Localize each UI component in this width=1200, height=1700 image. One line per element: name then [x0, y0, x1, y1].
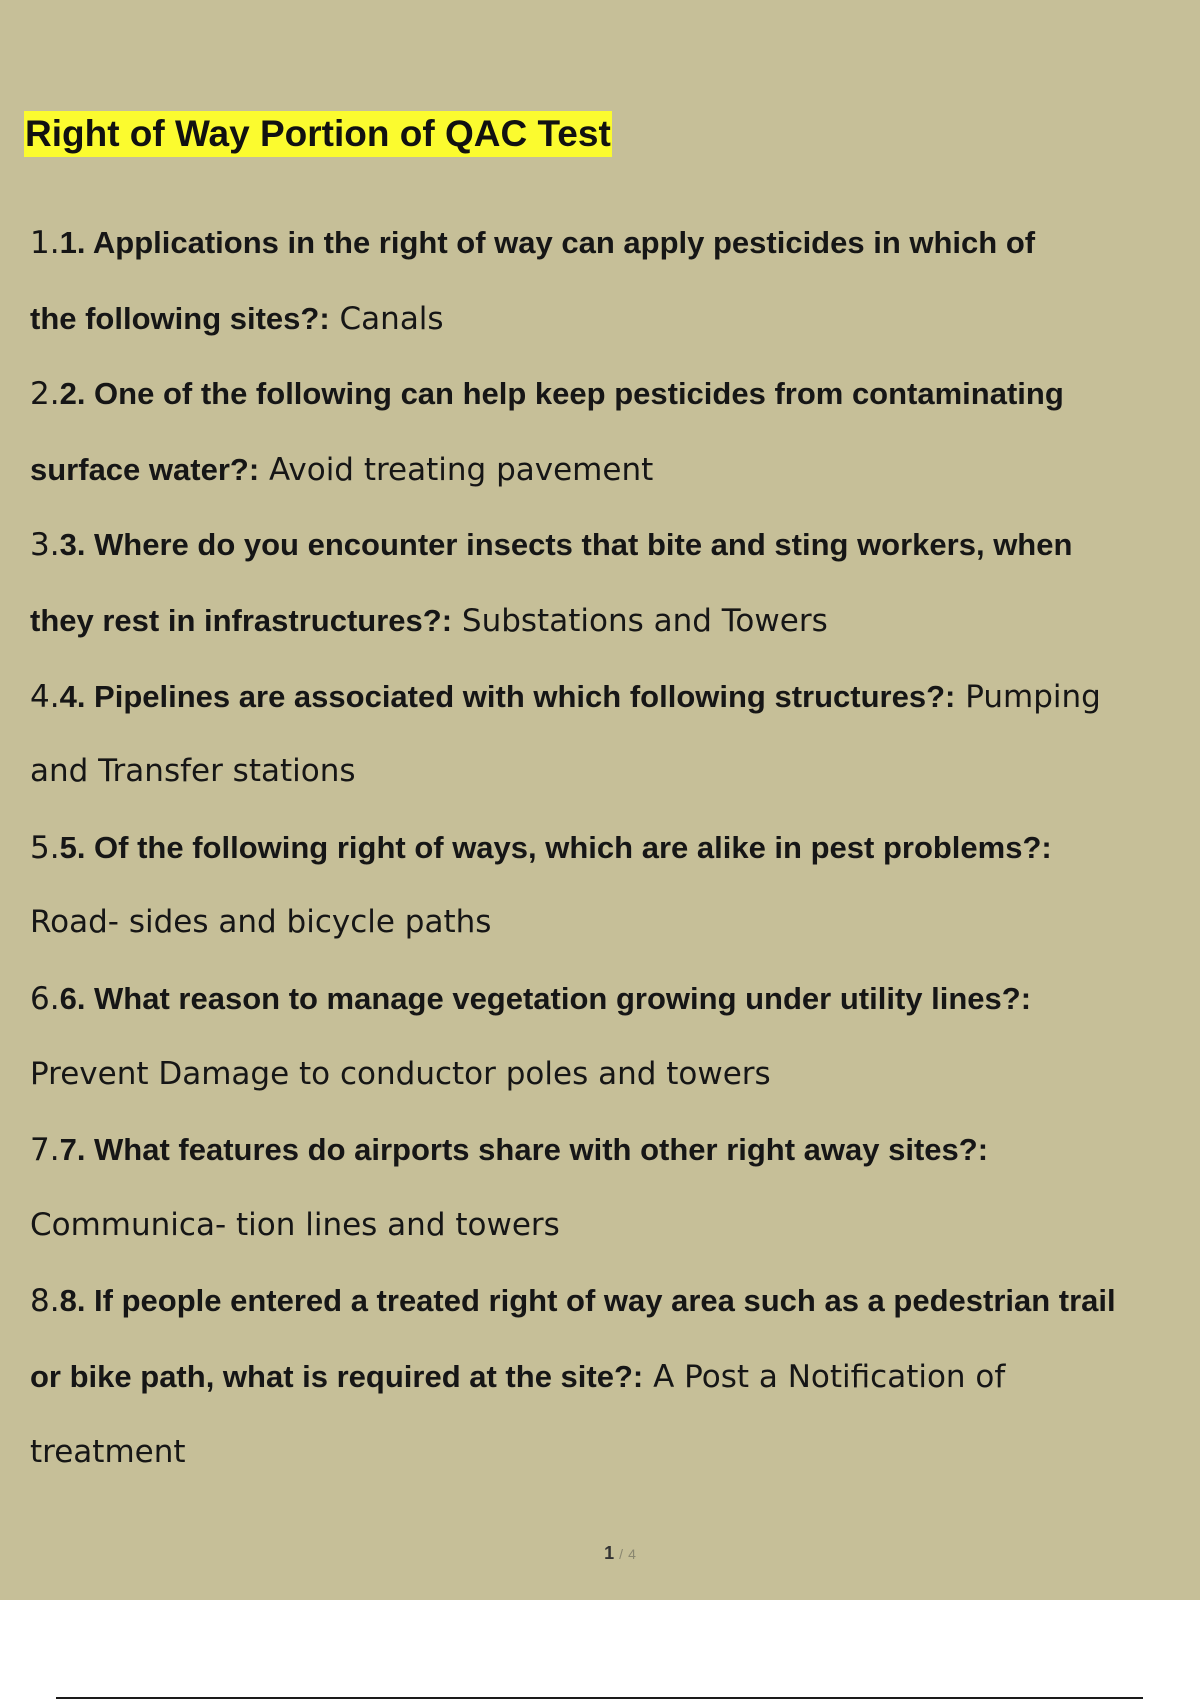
list-item	[30, 1112, 1180, 1263]
list-item-line	[30, 961, 1180, 1037]
list-item-line	[30, 1415, 1180, 1491]
question-text: 6. What reason to manage vegetation growing under utility lines?:	[59, 980, 1032, 1016]
item-number: 8.	[30, 1283, 60, 1320]
list-item-line	[30, 734, 1180, 810]
list-item-line	[30, 885, 1180, 961]
list-item	[30, 356, 1180, 507]
answer-text: A Post a Notification of	[643, 1358, 1006, 1395]
total-pages: 4	[628, 1546, 636, 1562]
page-separator: /	[619, 1546, 624, 1562]
list-item	[30, 507, 1180, 658]
question-text: or bike path, what is required at the site?:	[30, 1358, 644, 1394]
answer-text: Communica- tion lines and towers	[30, 1206, 560, 1243]
item-number: 4.	[30, 678, 60, 715]
question-text: 8. If people entered a treated right of way area such as a pedestrian trail	[59, 1283, 1116, 1319]
current-page-number: 1	[604, 1543, 615, 1563]
list-item-line	[30, 281, 1180, 357]
item-number: 7.	[30, 1132, 60, 1169]
list-item-line	[30, 1037, 1180, 1113]
question-text: 2. One of the following can help keep pesticides from contaminating	[59, 376, 1064, 412]
list-item	[30, 1263, 1180, 1490]
answer-text: Avoid treating pavement	[259, 451, 654, 488]
item-number: 3.	[30, 527, 60, 564]
list-item-line	[30, 1188, 1180, 1264]
item-number: 1.	[30, 225, 60, 261]
list-item-line	[30, 583, 1180, 659]
next-page-divider	[56, 1697, 1143, 1699]
list-item-line	[30, 1263, 1180, 1339]
question-text: surface water?:	[30, 451, 260, 487]
page-title: Right of Way Portion of QAC Test	[24, 111, 612, 157]
list-item-line	[30, 1112, 1180, 1188]
list-item-line	[30, 810, 1180, 886]
list-item-line	[30, 1339, 1180, 1415]
question-text: 7. What features do airports share with other right away sites?:	[59, 1132, 989, 1168]
answer-text: Road- sides and bicycle paths	[30, 904, 492, 941]
question-text: 3. Where do you encounter insects that bite and sting workers, when	[59, 527, 1073, 563]
answer-text: Canals	[329, 300, 444, 337]
list-item-line	[30, 507, 1180, 583]
list-item-line	[30, 356, 1180, 432]
item-number: 5.	[30, 829, 60, 866]
answer-text: Substations and Towers	[452, 602, 828, 639]
answer-text: Prevent Damage to conductor poles and towers	[30, 1055, 771, 1092]
list-item	[30, 659, 1180, 810]
list-item-line	[30, 432, 1180, 508]
answer-text: Pumping	[955, 678, 1101, 715]
item-number: 6.	[30, 980, 60, 1017]
list-item-line	[30, 659, 1180, 735]
list-item	[30, 961, 1180, 1112]
answer-text: treatment	[30, 1433, 186, 1470]
answer-text: and Transfer stations	[30, 753, 356, 790]
question-text: 1. Applications in the right of way can apply pesticides in which of	[59, 225, 1036, 260]
question-text: 5. Of the following right of ways, which are alike in pest problems?:	[59, 829, 1052, 865]
list-item-line	[30, 205, 1180, 281]
question-text: the following sites?:	[30, 300, 330, 336]
list-item	[30, 205, 1180, 356]
item-number: 2.	[30, 376, 60, 413]
question-text: they rest in infrastructures?:	[30, 602, 453, 638]
question-text: 4. Pipelines are associated with which following structures?:	[59, 678, 956, 714]
list-item	[30, 810, 1180, 961]
question-list	[30, 205, 1180, 1490]
page-indicator	[0, 1541, 1200, 1566]
